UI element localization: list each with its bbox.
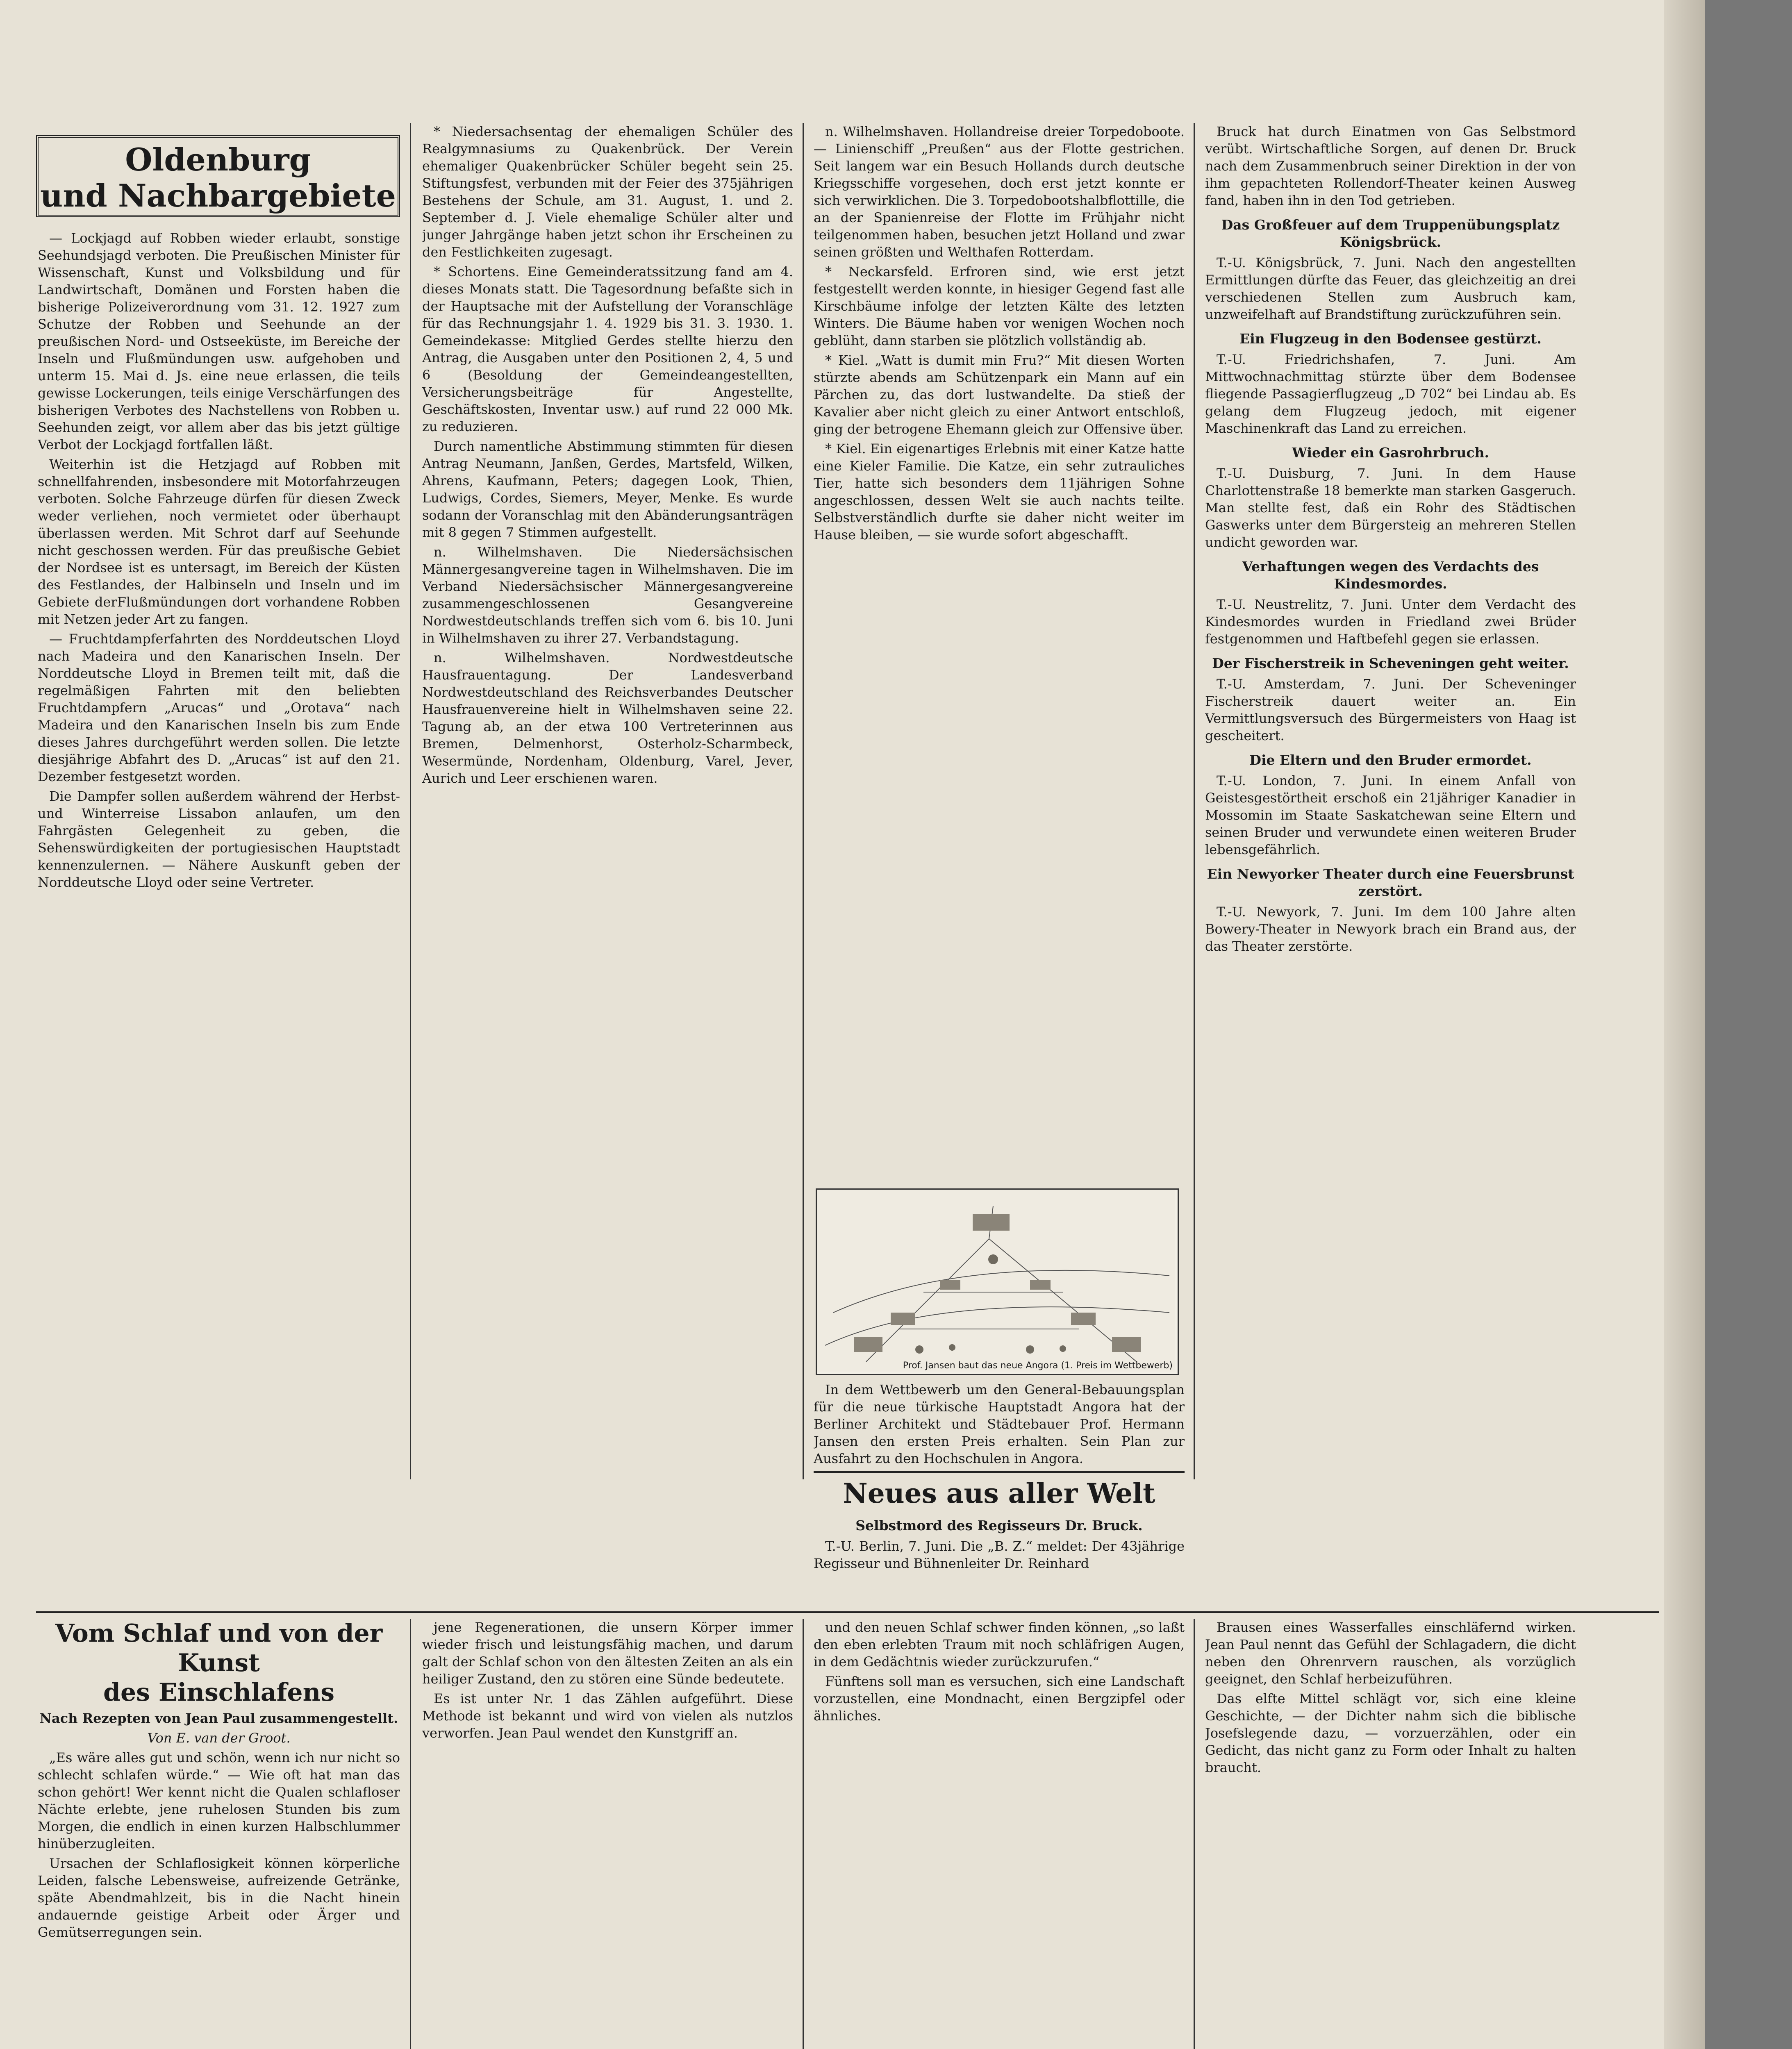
feuilleton-paragraph: „Es wäre alles gut und schön, wenn ich nur nicht so schlecht schlafen würde.“ — Wie oft hat man das schon gehört! Wer kennt nicht die Qualen schlafloser Nächte erlebte, jene ruhelosen Stunden bis zum Morgen, die endlich in einen kurzen Halbschlummer hinüberzugleiten. bbox=[38, 1750, 400, 1851]
article-eltern-ermordet: T.-U. London, 7. Juni. In einem Anfall von Geistesgestörtheit erschoß ein 21jähriger Kanadier in Mossomin im Staate Saskatchewan seine Eltern und seinen Bruder und verwundete einen weiteren Bruder lebensgefährlich. bbox=[1205, 773, 1576, 857]
article-kiel-fru: * Kiel. „Watt is dumit min Fru?“ Mit diesen Worten stürzte abends am Schützenpark ein Mann auf ein Pärchen zu, das dort lustwandelte. Da stieß der Kavalier aber nicht gleich zu einer Antwort entschloß, ging der betrogene Ehemann gleich zur Offensive über. bbox=[814, 352, 1185, 437]
article-bruck-cont: Bruck hat durch Einatmen von Gas Selbstmord verübt. Wirtschaftliche Sorgen, auf denen Dr. Bruck nach dem Zusammenbruch seiner Direktion in der von ihm gepachteten Rollendorf-Theater keinen Ausweg fand, haben ihn in den Tod getrieben. bbox=[1205, 124, 1576, 208]
section-masthead bbox=[36, 135, 400, 217]
headline-koenigsbrueck: Das Großfeuer auf dem Truppenübungsplatz Königsbrück. bbox=[1221, 217, 1560, 250]
section-rule bbox=[36, 1611, 1659, 1613]
column-3 bbox=[814, 123, 1185, 1180]
feuilleton-column-4 bbox=[1205, 1619, 1576, 2049]
feuilleton-paragraph: Fünftens soll man es versuchen, sich eine Landschaft vorzustellen, eine Mondnacht, einen Bergzipfel oder ähnliches. bbox=[814, 1674, 1185, 1724]
column-rule bbox=[1194, 123, 1195, 1479]
column-rule bbox=[803, 123, 804, 1479]
article-quakenbrueck: * Niedersachsentag der ehemaligen Schüler des Realgymnasiums zu Quakenbrück. Der Verein ehemaliger Quakenbrücker Schüler begeht sein 25. Stiftungsfest, verbunden mit der Feier des 375jährigen Bestehens der Schule, am 31. August, 1. und 2. September d. J. Viele ehemalige Schüler alter und junger Jahrgänge haben jetzt schon ihr Erscheinen zu den Festlichkeiten zugesagt. bbox=[422, 124, 793, 260]
article-bodensee: T.-U. Friedrichshafen, 7. Juni. Am Mittwochnachmittag stürzte über dem Bodensee fliegende Passagierflugzeug „D 702“ bei Lindau ab. Es gelang dem Flugzeug jedoch, mit eigener Maschinenkraft das Land zu erreichen. bbox=[1205, 352, 1576, 436]
feuilleton-title-line1: Vom Schlaf und von der Kunst bbox=[55, 1619, 383, 1677]
page-edge bbox=[1664, 0, 1705, 2049]
article-kiel-katze: * Kiel. Ein eigenartiges Erlebnis mit einer Katze hatte eine Kieler Familie. Die Katze, ein sehr zutrauliches Tier, hatte sich besonders dem 11jährigen Sohne angeschlossen, dessen Welt sie auch nachts teilte. Selbstverständlich durfte sie daher nicht weiter im Hause bleiben, — sie wurde sofort abgeschafft. bbox=[814, 441, 1185, 543]
article-seehundsjagd-cont: Weiterhin ist die Hetzjagd auf Robben mit schnellfahrenden, insbesondere mit Motorfahrzeugen verboten. Solche Fahrzeuge dürfen für diesen Zweck weder verliehen, noch vermietet oder überhaupt überlassen werden. Mit Schrot darf auf Seehunde nicht geschossen werden. Für das preußische Gebiet der Nordsee ist es untersagt, im Bereich der Küsten des Festlandes, der Halbinseln und Inseln und im Gebiete derFlußmündungen dort vorhandene Robben mit Netzen jeder Art zu fangen. bbox=[38, 457, 400, 627]
section-title-neues: Neues aus aller Welt bbox=[843, 1477, 1155, 1509]
article-maennergesang: n. Wilhelmshaven. Die Niedersächsischen Männergesangvereine tagen in Wilhelmshaven. Die im Verband Niedersächsischer Männergesangvereine zusammengeschlossenen Gesangvereine Nordwestdeutschlands treffen sich vom 6. bis 10. Juni in Wilhelmshaven zu ihrer 27. Verbandstagung. bbox=[422, 544, 793, 646]
article-newyork-theater: T.-U. Newyork, 7. Juni. Im dem 100 Jahre alten Bowery-Theater in Newyork brach ein Brand aus, der das Theater zerstörte. bbox=[1205, 904, 1576, 954]
figure-description: In dem Wettbewerb um den General-Bebauungsplan für die neue türkische Hauptstadt Angora hat der Berliner Architekt und Städtebauer Prof. Hermann Jansen den ersten Preis erhalten. Sein Plan zur Ausfahrt zu den Hochschulen in Angora. bbox=[814, 1382, 1185, 1466]
feuilleton-paragraph: Brausen eines Wasserfalles einschläfernd wirken. Jean Paul nennt das Gefühl der Schlagadern, die dicht neben den Ohrenrvern rauschen, als vorzüglich geeignet, den Schlaf herbeizuführen. bbox=[1205, 1620, 1576, 1687]
article-fruchtdampfer: — Fruchtdampferfahrten des Norddeutschen Lloyd nach Madeira und den Kanarischen Inseln. Der Norddeutsche Lloyd in Bremen teilt mit, daß die regelmäßigen Fahrten mit den beliebten Fruchtdampfern „Arucas“ und „Orotava“ nach Madeira und den Kanarischen Inseln bis zum Ende dieses Jahres durchgeführt werden sollen. Die letzte diesjährige Abfahrt des D. „Arucas“ ist auf den 21. Dezember festgesetzt worden. bbox=[38, 631, 400, 784]
article-hausfrauen: n. Wilhelmshaven. Nordwestdeutsche Hausfrauentagung. Der Landesverband Nordwestdeutschland des Reichsverbandes Deutscher Hausfrauenvereine hielt in Wilhelmshaven seine 22. Tagung ab, an der etwa 100 Vertreterinnen aus Bremen, Delmenhorst, Osterholz-Scharmbeck, Wesermünde, Nordenham, Oldenburg, Varel, Jever, Aurich und Leer erschienen waren. bbox=[422, 650, 793, 786]
article-seehundsjagd: — Lockjagd auf Robben wieder erlaubt, sonstige Seehundsjagd verboten. Die Preußischen Minister für Wissenschaft, Kunst und Volksbildung und für Landwirtschaft, Domänen und Forsten haben die bisherige Polizeiverordnung vom 31. 12. 1927 zum Schutze der Robben und Seehunde an der preußischen Nord- und Ostseeküste, im Bereiche der Inseln und Flußmündungen usw. aufgehoben und unterm 15. Mai d. Js. eine neue erlassen, die teils gewisse Lockerungen, teils einige Verschärfungen des bisherigen Verbotes des Nachstellens von Robben u. Seehunden zeigt, vor allem aber das bis jetzt gültige Verbot der Lockjagd fortfallen läßt. bbox=[38, 230, 400, 452]
feuilleton-column-3 bbox=[814, 1619, 1185, 2049]
article-koenigsbrueck: T.-U. Königsbrück, 7. Juni. Nach den angestellten Ermittlungen dürfte das Feuer, das gleichzeitig an drei verschiedenen Stellen zum Ausbruch kam, unzweifelhaft auf Brandstiftung zurückzuführen sein. bbox=[1205, 255, 1576, 322]
feuilleton-column-2 bbox=[422, 1619, 793, 2049]
article-hollandreise: n. Wilhelmshaven. Hollandreise dreier Torpedoboote. — Linienschiff „Preußen“ aus der Flotte gestrichen. Seit langem war ein Besuch Hollands durch deutsche Kriegsschiffe vorgesehen, doch erst jetzt konnte er sich verwirklichen. Die 3. Torpedobootshalbflottille, die an der Spanienreise der Flotte im Frühjahr nicht teilgenommen haben, besuchen jetzt Holland und zwar seinen größten und Welthafen Rotterdam. bbox=[814, 124, 1185, 260]
article-fruchtdampfer-cont: Die Dampfer sollen außerdem während der Herbst- und Winterreise Lissabon anlaufen, um den Fahrgästen Gelegenheit zu geben, die Sehenswürdigkeiten der portugiesischen Hauptstadt kennenzulernen. — Nähere Auskunft geben der Norddeutsche Lloyd oder seine Vertreter. bbox=[38, 788, 400, 890]
article-schortens: * Schortens. Eine Gemeinderatssitzung fand am 4. dieses Monats statt. Die Tagesordnung befaßte sich in der Hauptsache mit der Aufstellung der Voranschläge für das Rechnungsjahr 1. 4. 1929 bis 31. 3. 1930. 1. Gemeindekasse: Mitglied Gerdes stellte hierzu den Antrag, die Ausgaben unter den Positionen 2, 4, 5 und 6 (Besoldung der Gemeindeangestellten, Versicherungsbeiträge für Angestellte, Geschäftskosten, Inventar usw.) auf rund 22 000 Mk. zu reduzieren. bbox=[422, 264, 793, 434]
article-neckarsfeld: * Neckarsfeld. Erfroren sind, wie erst jetzt festgestellt werden konnte, in hiesiger Gegend fast alle Kirschbäume infolge der letzten Kälte des letzten Winters. Die Bäume haben vor wenigen Wochen noch geblüht, dann starben sie plötzlich vollständig ab. bbox=[814, 264, 1185, 348]
headline-newyork-theater: Ein Newyorker Theater durch eine Feuersbrunst zerstört. bbox=[1207, 866, 1574, 899]
column-rule bbox=[803, 1619, 804, 2049]
image-caption: Prof. Jansen baut das neue Angora (1. Preis im Wettbewerb) bbox=[903, 1361, 1173, 1371]
column-rule bbox=[410, 1619, 411, 2049]
article-gasrohrbruch: T.-U. Duisburg, 7. Juni. In dem Hause Charlottenstraße 18 bemerkte man starken Gasgeruch. Man stellte fest, daß ein Rohr des Städtischen Gaswerks unter dem Bürgersteig an mehreren Stellen undicht geworden war. bbox=[1205, 466, 1576, 550]
article-bruck: T.-U. Berlin, 7. Juni. Die „B. Z.“ meldet: Der 43jährige Regisseur und Bühnenleiter Dr. Reinhard bbox=[814, 1538, 1185, 1571]
column-1 bbox=[38, 229, 400, 1598]
masthead-line2: und Nachbargebiete bbox=[40, 177, 396, 214]
feuilleton-paragraph: und den neuen Schlaf schwer finden können, „so laßt den eben erlebten Traum mit noch schläfrigen Augen, in dem Gedächtnis wieder zurückzurufen.“ bbox=[814, 1620, 1185, 1670]
feuilleton-paragraph: jene Regenerationen, die unsern Körper immer wieder frisch und leistungsfähig machen, und darum galt der Schlaf schon von den ältesten Zeiten an als ein heiliger Zustand, den zu stören eine Sünde bedeutete. bbox=[422, 1620, 793, 1687]
column-rule bbox=[410, 123, 411, 1479]
column-3-lower bbox=[814, 1381, 1185, 1598]
feuilleton-column-1 bbox=[38, 1619, 400, 2049]
headline-kindesmord: Verhaftungen wegen des Verdachts des Kindesmordes. bbox=[1242, 559, 1539, 592]
news-subtitle: Selbstmord des Regisseurs Dr. Bruck. bbox=[855, 1517, 1143, 1533]
article-fischerstreik: T.-U. Amsterdam, 7. Juni. Der Scheveninger Fischerstreik dauert weiter an. Ein Vermittlungsversuch des Bürgermeisters von Haag ist gescheitert. bbox=[1205, 676, 1576, 743]
article-kindesmord: T.-U. Neustrelitz, 7. Juni. Unter dem Verdacht des Kindesmordes wurden in Friedland zwei Brüder festgenommen und Haftbefehl gegen sie erlassen. bbox=[1205, 597, 1576, 647]
column-2 bbox=[422, 123, 793, 1598]
city-plan-drawing bbox=[817, 1190, 1175, 1372]
feuilleton-title-line2: des Einschlafens bbox=[103, 1678, 334, 1707]
divider bbox=[814, 1471, 1185, 1473]
headline-fischerstreik: Der Fischerstreik in Scheveningen geht weiter. bbox=[1212, 655, 1569, 671]
feuilleton-paragraph: Ursachen der Schlaflosigkeit können körperliche Leiden, falsche Lebensweise, aufreizende Getränke, späte Abendmahlzeit, bis in die Nacht hinein andauernde geistige Arbeit oder Ärger und Gemütserregungen sein. bbox=[38, 1856, 400, 1940]
feuilleton-paragraph: Es ist unter Nr. 1 das Zählen aufgeführt. Diese Methode ist bekannt und wird von vielen als nutzlos verworfen. Jean Paul wendet den Kunstgriff an. bbox=[422, 1691, 793, 1741]
feuilleton-subtitle: Nach Rezepten von Jean Paul zusammengestellt. bbox=[39, 1711, 398, 1726]
feuilleton-byline: Von E. van der Groot. bbox=[147, 1730, 291, 1746]
masthead-line1: Oldenburg bbox=[125, 141, 311, 178]
article-schortens-cont: Durch namentliche Abstimmung stimmten für diesen Antrag Neumann, Janßen, Gerdes, Martsfeld, Wilken, Ahrens, Kaufmann, Peters; dagegen Look, Thien, Ludwigs, Cordes, Siemers, Meyer, Menke. Es wurde sodann der Voranschlag mit den Abänderungsanträgen mit 8 gegen 7 Stimmen aufgestellt. bbox=[422, 438, 793, 540]
feuilleton-paragraph: Das elfte Mittel schlägt vor, sich eine kleine Geschichte, — der Dichter nahm sich die biblische Josefslegende dazu, — vorzuerzählen, oder ein Gedicht, das nicht ganz zu Form oder Inhalt zu halten braucht. bbox=[1205, 1691, 1576, 1775]
headline-bodensee: Ein Flugzeug in den Bodensee gestürzt. bbox=[1239, 331, 1542, 347]
angora-plan-image bbox=[816, 1188, 1179, 1375]
column-rule bbox=[1194, 1619, 1195, 2049]
headline-gasrohrbruch: Wieder ein Gasrohrbruch. bbox=[1292, 445, 1489, 461]
headline-eltern-ermordet: Die Eltern und den Bruder ermordet. bbox=[1249, 752, 1532, 768]
column-4 bbox=[1205, 123, 1576, 1598]
